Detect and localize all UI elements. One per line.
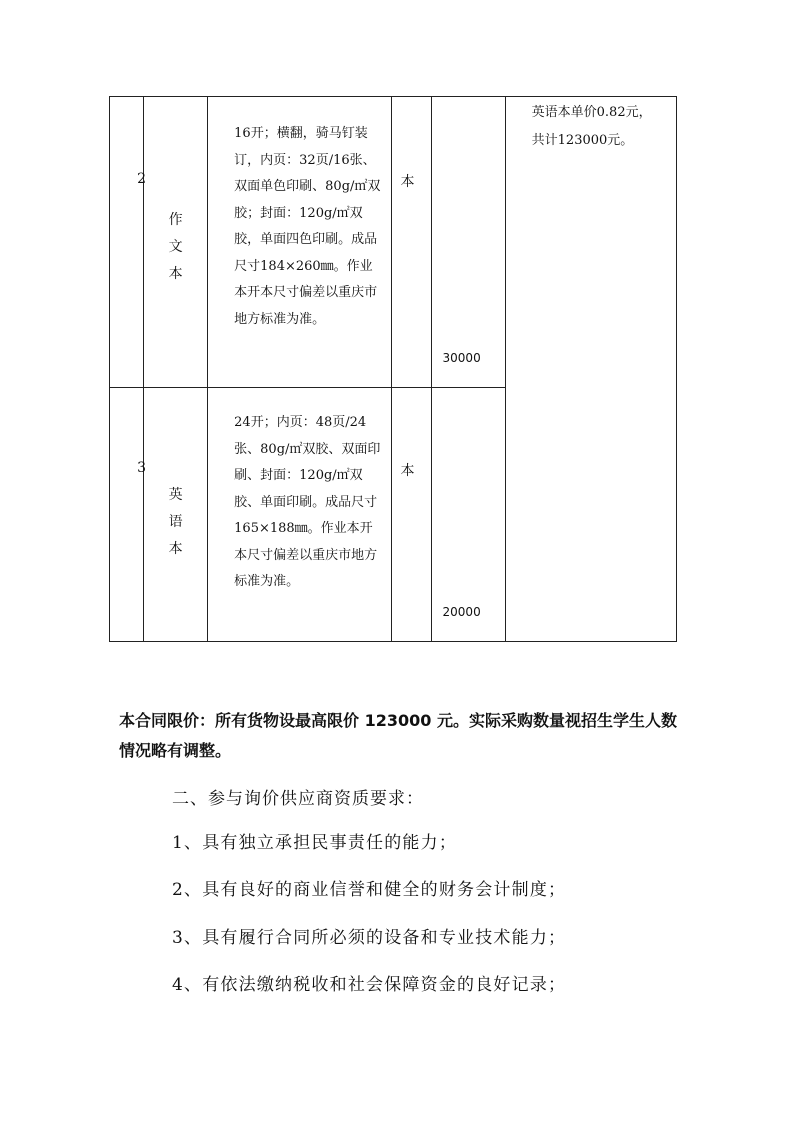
item-quantity: 20000 bbox=[442, 605, 481, 619]
item-name-cell bbox=[144, 388, 208, 642]
goods-spec-table bbox=[109, 96, 677, 642]
requirement-item: 2、具有良好的商业信誉和健全的财务会计制度； bbox=[172, 880, 567, 900]
item-name-char: 本 bbox=[168, 541, 183, 557]
table-row bbox=[110, 97, 677, 388]
item-unit-cell bbox=[392, 388, 431, 642]
item-quantity: 30000 bbox=[442, 351, 481, 365]
item-unit-cell bbox=[392, 97, 431, 388]
item-unit: 本 bbox=[400, 463, 415, 479]
item-name-char: 英 bbox=[168, 487, 183, 503]
item-name-vertical bbox=[144, 482, 207, 563]
item-name-char: 语 bbox=[168, 514, 183, 530]
row-number-cell bbox=[110, 97, 147, 388]
item-spec: 24开；内页：48页/24张、80g/㎡双胶、双面印刷、封面：120g/㎡双胶、单面印刷。成品尺寸165×188㎜。作业本开本尺寸偏差以重庆市地方标准为准。 bbox=[234, 415, 381, 589]
item-spec-cell bbox=[208, 388, 392, 642]
requirement-item: 4、有依法缴纳税收和社会保障资金的良好记录； bbox=[172, 975, 567, 995]
price-note-cell bbox=[505, 97, 676, 642]
item-spec-cell bbox=[208, 97, 392, 388]
item-quantity-cell bbox=[431, 97, 505, 388]
requirement-item: 3、具有履行合同所必须的设备和专业技术能力； bbox=[172, 928, 567, 948]
item-unit: 本 bbox=[400, 174, 415, 190]
item-name-vertical bbox=[144, 207, 207, 288]
item-quantity-cell bbox=[431, 388, 505, 642]
item-name-char: 作 bbox=[168, 212, 183, 228]
item-spec: 16开；横翻，骑马钉装订，内页：32页/16张、双面单色印刷、80g/㎡双胶；封面：120g/㎡双胶，单面四色印刷。成品尺寸184×260㎜。作业本开本尺寸偏差以重庆市地方标准为准。 bbox=[234, 126, 381, 327]
row-number: 3 bbox=[137, 460, 147, 476]
contract-price-limit: 本合同限价：所有货物设最高限价 123000 元。实际采购数量视招生学生人数情况略有调整。 bbox=[119, 711, 677, 760]
section-heading: 二、参与询价供应商资质要求： bbox=[172, 789, 424, 809]
item-name-char: 文 bbox=[168, 239, 183, 255]
price-note: 英语本单价0.82元，共计123000元。 bbox=[531, 105, 652, 148]
row-number: 2 bbox=[137, 171, 147, 187]
item-name-cell bbox=[144, 97, 208, 388]
requirement-item: 1、具有独立承担民事责任的能力； bbox=[172, 833, 458, 853]
item-name-char: 本 bbox=[168, 266, 183, 282]
row-number-cell bbox=[110, 388, 147, 642]
